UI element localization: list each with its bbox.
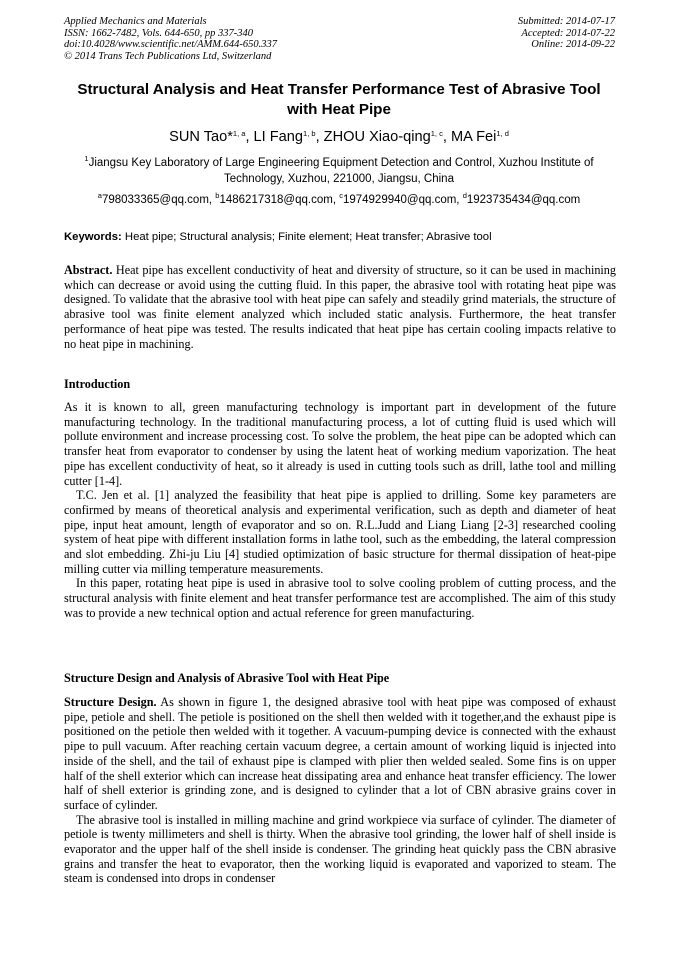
affiliation-mark: 1 xyxy=(84,154,89,163)
journal-header-right xyxy=(518,16,615,51)
issn-line: ISSN: 1662-7482, Vols. 644-650, pp 337-340 xyxy=(64,27,253,39)
subsection-runin-heading: Structure Design. xyxy=(64,695,157,709)
keywords xyxy=(64,229,616,245)
email-address: 1486217318@qq.com xyxy=(219,194,333,206)
author-affil-mark: 1, a xyxy=(232,129,246,138)
paragraph-text: As shown in figure 1, the designed abrasive tool with heat pipe was composed of exhaust pipe, petiole and shell. The petiole is positioned on the shell then welded with it together,and the exhaust pipe is positioned on the petiole then welded with it together. A vacuum-pumping device is connected with the exhaust pipe to pull vacuum. After reaching certain vacuum degree, a certain amount of working liquid is injected into inside of the shell, and the tail of exhaust pipe is clamped with plier then welded sealed. Some fins is on upper half of the shell exterior which can increase heat dissipating area and enhance heat transfer efficiency. The lower half of shell exterior is grinding zone, and is designed to cylinder that a lot of CBN abrasive grains cover in surface of cylinder. xyxy=(64,695,616,812)
email-mark: a xyxy=(97,191,102,200)
email-mark: b xyxy=(215,191,220,200)
keywords-label: Keywords: xyxy=(64,231,122,243)
paper-title xyxy=(50,80,628,120)
doi-line: doi:10.4028/www.scientific.net/AMM.644-650.337 xyxy=(64,39,277,51)
email-address: 1974929940@qq.com xyxy=(342,194,457,206)
journal-name: Applied Mechanics and Materials xyxy=(64,16,207,27)
author-name: MA Fei xyxy=(450,129,497,145)
abstract-label: Abstract. xyxy=(64,263,113,277)
online-date: Online: 2014-09-22 xyxy=(531,39,615,51)
copyright-line: © 2014 Trans Tech Publications Ltd, Switzerland xyxy=(64,50,272,62)
structure-design-body xyxy=(64,695,616,886)
keywords-text: Heat pipe; Structural analysis; Finite element; Heat transfer; Abrasive tool xyxy=(124,231,492,243)
author-affil-mark: 1, c xyxy=(430,129,443,138)
introduction-body xyxy=(64,400,616,621)
journal-header-left xyxy=(64,16,277,62)
author-affil-mark: 1, b xyxy=(303,129,316,138)
paragraph: As it is known to all, green manufacturing technology is important part in development of the future manufacturing technology. In the traditional manufacturing process, a lot of cutting fluid is used which will pollute environment and increase processing cost. To solve the problem, the heat pipe can be adopted which can transfer heat from evaporator to condenser by using the latent heat of working medium vaporization. The heat pipe has excellent conductivity of heat, so it already is used in cutting tools such as drill, lathe tool and milling cutter [1-4]. xyxy=(64,400,616,488)
accepted-date: Accepted: 2014-07-22 xyxy=(521,27,615,39)
author-name: SUN Tao* xyxy=(169,129,233,145)
email-mark: c xyxy=(339,191,343,200)
title-line-1: Structural Analysis and Heat Transfer Performance Test of Abrasive Tool xyxy=(77,81,601,98)
title-line-2: with Heat Pipe xyxy=(287,101,391,118)
paragraph: In this paper, rotating heat pipe is used in abrasive tool to solve cooling problem of cutting process, and the structural analysis with finite element and heat transfer performance test are accomplished. The aim of this study was to provide a new technical option and actual reference for green manufacturing. xyxy=(64,576,616,620)
paragraph: The abrasive tool is installed in milling machine and grind workpiece via surface of cylinder. The diameter of petiole is twenty millimeters and shell is thirty. When the abrasive tool grinding, the lower half of shell inside is evaporator and the upper half of the shell inside is condenser. The grinding heat quickly pass the CBN abrasive grains and transfer the heat to evaporator, then the working liquid is evaporated and vaporized to steam. The steam is condensed into drops in condenser xyxy=(64,812,616,886)
abstract xyxy=(64,263,616,351)
email-list: $^a$798033365@qq.com, $^b$1486217318@qq.com, $^c$1974929940@qq.com, $^d$1923735434@qq.com xyxy=(97,191,581,206)
affiliation-line-2: Technology, Xuzhou, 221000, Jiangsu, China xyxy=(224,173,454,185)
abstract-text: Heat pipe has excellent conductivity of heat and diversity of structure, so it can be used in machining which can decrease or avoid using the cutting fluid. In this paper, the abrasive tool with rotating heat pipe was designed. To validate that the abrasive tool with heat pipe can safely and steadily grind materials, the structure of abrasive tool was finite element analyzed which included static analysis. Furthermore, the heat transfer performance of heat pipe was tested. The results indicated that heat pipe has certain cooling impacts relative to no heat pipe in machining. xyxy=(64,263,616,351)
email-mark: d xyxy=(462,191,467,200)
author-affil-mark: 1, d xyxy=(496,129,509,138)
affiliation xyxy=(50,155,628,187)
paragraph: T.C. Jen et al. [1] analyzed the feasibility that heat pipe is applied to drilling. Some key parameters are confirmed by means of theoretical analysis and experimental verification, such as depth and diameter of heat pipe, input heat amount, length of evaporator and so on. R.L.Judd and Liang Liang [2-3] researched cooling system of heat pipe with different installation forms in lathe tool, such as the embedding, the lateral compression and slot embedding. Zhi-ju Liu [4] studied optimization of basic structure for thermal dissipation of heat-pipe milling cutter via milling temperature measurements. xyxy=(64,488,616,576)
section-heading-structure-design: Structure Design and Analysis of Abrasive Tool with Heat Pipe xyxy=(64,671,390,685)
email-address: 798033365@qq.com xyxy=(101,194,209,206)
email-address: 1923735434@qq.com xyxy=(466,194,581,206)
section-heading-introduction: Introduction xyxy=(64,377,131,391)
author-list: SUN Tao*$^{1, a}$, LI Fang$^{1, b}$, ZHOU Xiao-qing$^{1, c}$, MA Fei$^{1, d}$ xyxy=(169,129,509,145)
affiliation-line-1: Jiangsu Key Laboratory of Large Engineering Equipment Detection and Control, Xuzhou Institute of xyxy=(88,157,594,169)
submitted-date: Submitted: 2014-07-17 xyxy=(517,16,615,27)
author-name: ZHOU Xiao-qing xyxy=(323,129,431,145)
author-name: LI Fang xyxy=(253,129,304,145)
